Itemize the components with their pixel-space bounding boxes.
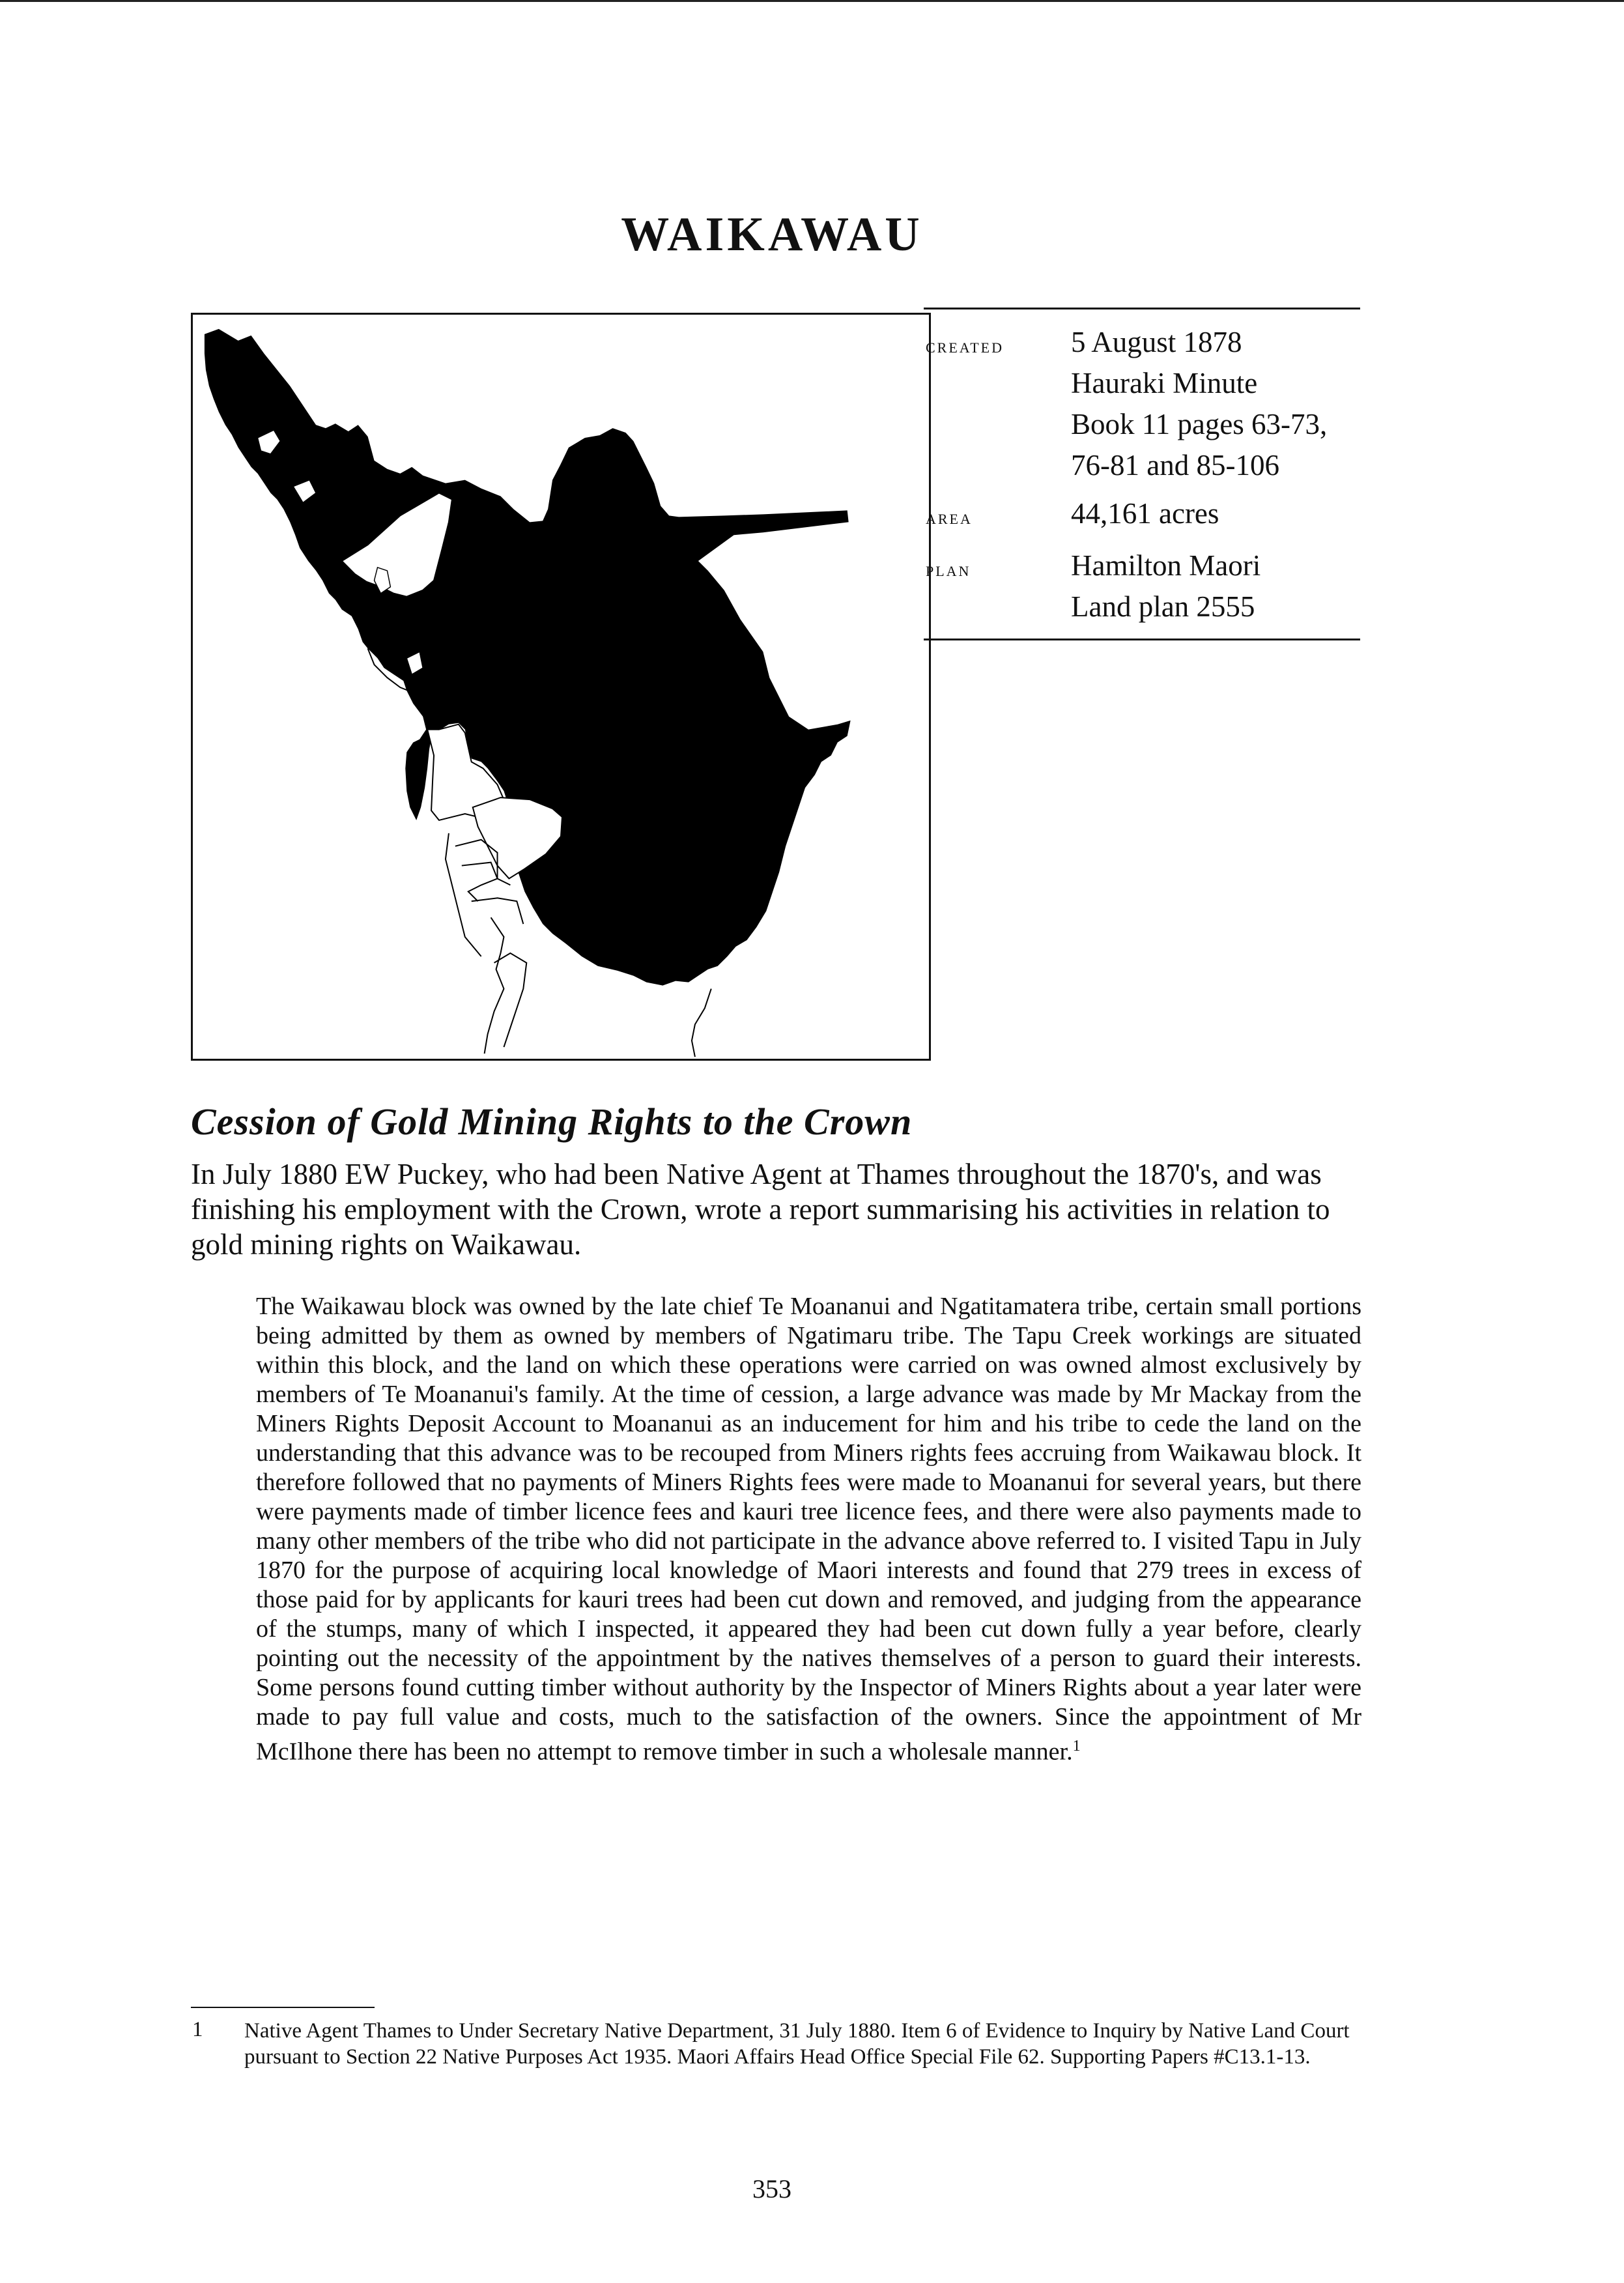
plan-line: Hamilton Maori [1071,549,1261,582]
area-label: area [926,505,973,528]
page-number: 353 [752,2174,791,2204]
footnote-text: Native Agent Thames to Under Secretary Native Department, 31 July 1880. Item 6 of Evidence to Inquiry by Native Land Court pursuant to Section 22 Native Purposes Act 1935. Maori Affairs Head Office Special File 62. Supporting Papers #C13.1-13. [244,2019,1350,2069]
block-quote [256,1292,1361,1767]
table-top-rule [924,308,1360,309]
footnote-rule [191,2007,375,2008]
area-value: 44,161 acres [1071,497,1219,530]
created-line: 76-81 and 85-106 [1071,449,1279,481]
plan-value [1071,545,1261,627]
block-map [191,313,931,1061]
block-quote-text: The Waikawau block was owned by the late chief Te Moananui and Ngatitamatera tribe, certain small portions being admitted by them as owned by members of Ngatimaru tribe. The Tapu Creek workings are situated within this block, and the land on which these operations were carried on was owned almost exclusively by members of Te Moananui's family. At the time of cession, a large advance was made by Mr Mackay from the Miners Rights Deposit Account to Moananui as an inducement for him and his tribe to cede the land on the understanding that this advance was to be recouped from Miners rights fees accruing from Waikawau block. It therefore followed that no payments of Miners Rights fees were made to Moananui for several years, but there were payments made of timber licence fees and kauri tree licence fees, and there were also payments made to many other members of the tribe who did not participate in the advance above referred to. I visited Tapu in July 1870 for the purpose of acquiring local knowledge of Maori interests and found that 279 trees in excess of those paid for by applicants for kauri trees had been cut down and removed, and judging from the appearance of the stumps, many of which I inspected, it appeared they had been cut down fully a year before, clearly pointing out the necessity of the appointment by the natives themselves of a person to guard their interests. Some persons found cutting timber without authority by the Inspector of Miners Rights about a year later were made to pay full value and costs, much to the satisfaction of the owners. Since the appointment of Mr McIlhone there has been no attempt to remove timber in such a wholesale manner. [256,1293,1361,1766]
section-heading: Cession of Gold Mining Rights to the Crown [191,1100,913,1143]
created-label: created [926,334,1004,357]
table-bottom-rule [924,639,1360,640]
plan-line: Land plan 2555 [1071,590,1255,623]
block-map-drawing [193,315,929,1059]
created-value [1071,322,1327,486]
page-title: WAIKAWAU [621,208,923,261]
page-top-edge [0,0,1624,2]
created-line: Book 11 pages 63-73, [1071,408,1328,440]
intro-paragraph: In July 1880 EW Puckey, who had been Native Agent at Thames throughout the 1870's, and was finishing his employment with the Crown, wrote a report summarising his activities in relation to gold mining rights on Waikawau. [191,1158,1330,1261]
created-line: 5 August 1878 [1071,326,1242,358]
plan-label: plan [926,557,971,581]
footnote-number: 1 [192,2018,203,2041]
footnote-reference[interactable]: 1 [1072,1738,1081,1755]
created-line: Hauraki Minute [1071,367,1258,399]
